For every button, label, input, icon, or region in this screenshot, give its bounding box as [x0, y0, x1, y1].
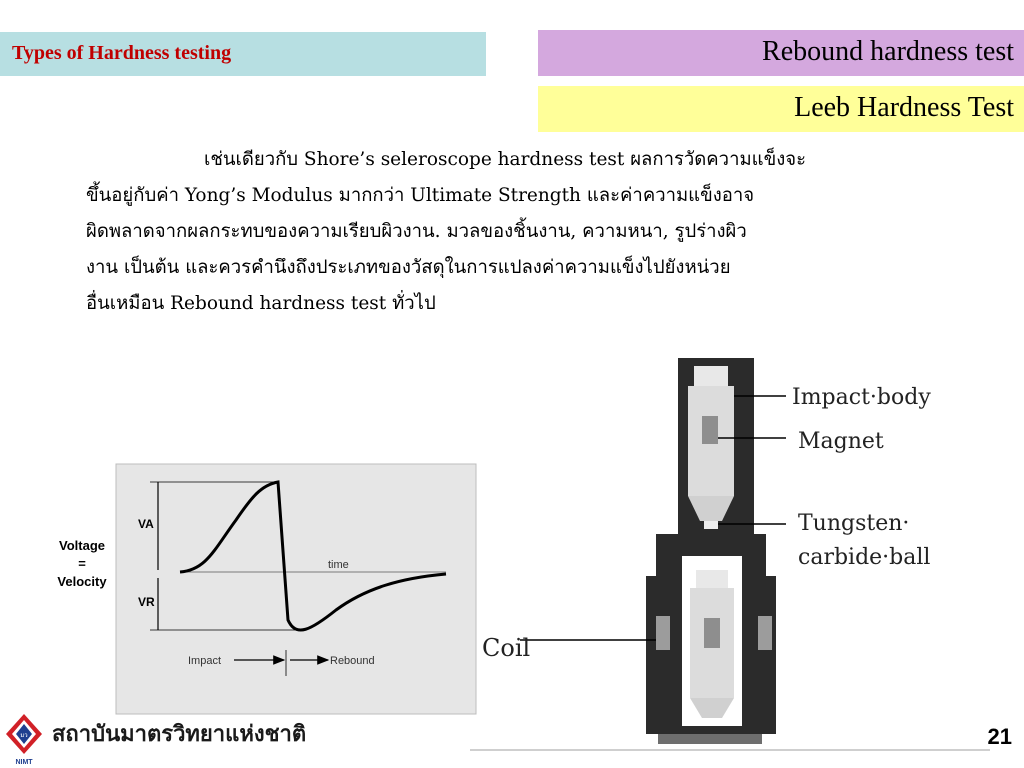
probe-figure [470, 356, 990, 756]
rebound-label: Rebound [330, 655, 375, 667]
subtopic-title: Leeb Hardness Test [794, 92, 1014, 123]
section-title-banner [0, 32, 486, 76]
impact-body-cap [694, 366, 728, 386]
carbide-ball-label: carbide·ball [798, 545, 931, 570]
vr-label: VR [138, 595, 155, 609]
logo-text-top: มว [20, 732, 28, 739]
magnet-label: Magnet [798, 429, 884, 454]
side-label-velocity: Velocity [57, 574, 107, 589]
va-label: VA [138, 517, 154, 531]
impact-body-label: Impact·body [792, 385, 931, 410]
probe-base [658, 734, 762, 744]
coil-label: Coil [482, 634, 531, 662]
tungsten-ball [704, 521, 718, 529]
tungsten-label: Tungsten· [798, 511, 910, 536]
coil-block-left [656, 616, 670, 650]
waveform-panel [116, 464, 476, 714]
subtopic-title-banner [538, 86, 1024, 132]
logo-text-bottom: NIMT [15, 759, 33, 766]
institute-name: สถาบันมาตรวิทยาแห่งชาติ [52, 722, 307, 747]
impact-label: Impact [188, 655, 222, 667]
body-paragraph [86, 142, 970, 322]
time-label: time [328, 559, 349, 571]
topic-title-banner [538, 30, 1024, 76]
body-line-3: ผิดพลาดจากผลกระทบของความเรียบผิวงาน. มวลของชิ้นงาน, ความหนา, รูปร่างผิว [86, 221, 747, 242]
side-label-voltage: Voltage [59, 538, 105, 553]
nimt-logo-icon [4, 712, 44, 766]
body-line-4: งาน เป็นต้น และควรคำนึงถึงประเภทของวัสดุในการแปลงค่าความแข็งไปยังหน่วย [86, 257, 731, 278]
topic-title: Rebound hardness test [762, 36, 1014, 67]
probe-housing-right-wall [756, 576, 776, 734]
lower-body-cap [696, 570, 728, 588]
section-title: Types of Hardness testing [12, 42, 232, 64]
lower-magnet-insert [704, 618, 720, 648]
body-line-2: ขึ้นอยู่กับค่า Yong’s Modulus มากกว่า Ultimate Strength และค่าความแข็งอาจ [86, 185, 755, 206]
page-number: 21 [987, 724, 1012, 749]
side-label-equals: = [78, 556, 86, 571]
body-line-1: เช่นเดียวกับ Shore’s seleroscope hardness test ผลการวัดความแข็งจะ [204, 149, 807, 170]
probe-housing-left-wall [646, 576, 666, 734]
waveform-figure [46, 460, 486, 720]
magnet-insert [702, 416, 718, 444]
body-line-5: อื่นเหมือน Rebound hardness test ทั่วไป [86, 293, 436, 314]
coil-block-right [758, 616, 772, 650]
